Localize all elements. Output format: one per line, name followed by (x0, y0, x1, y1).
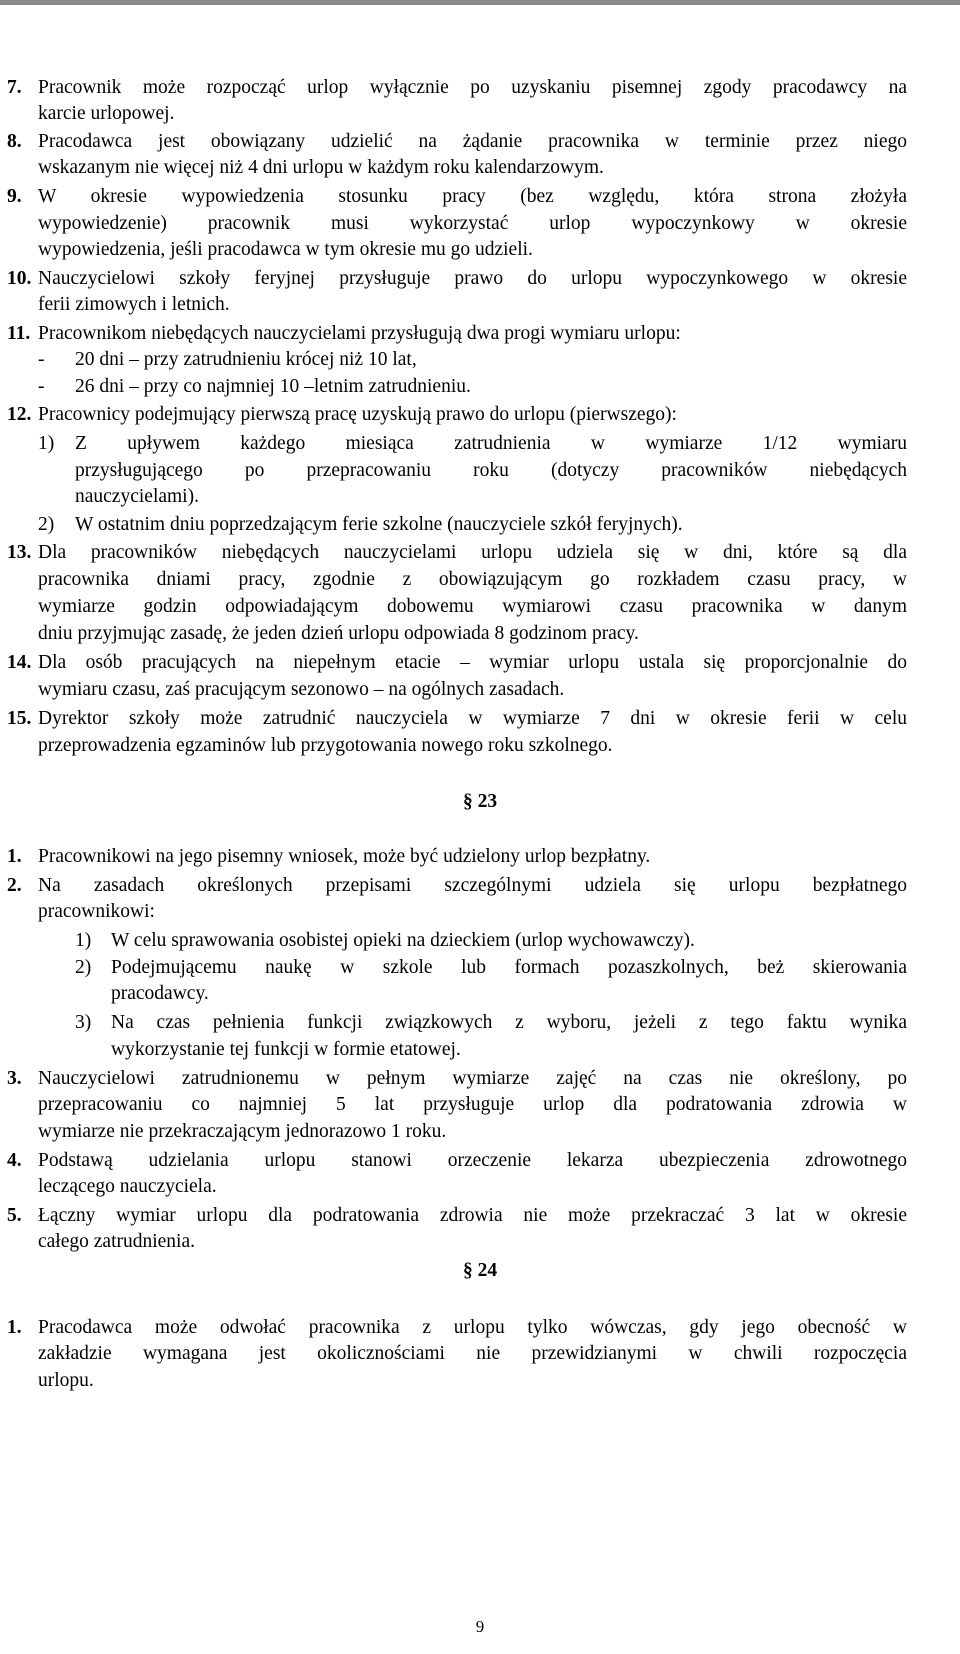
text-line: Dla pracowników niebędących nauczycielami urlopu udziela się w dni, które są dla (38, 542, 907, 563)
text-line: Podstawą udzielania urlopu stanowi orzeczenie lekarza ubezpieczenia zdrowotnego (38, 1150, 907, 1171)
item-number: 4. (7, 1150, 22, 1171)
text-line: Pracodawca może odwołać pracownika z urlopu tylko wówczas, gdy jego obecność w (38, 1317, 907, 1338)
item-number: 3. (7, 1068, 22, 1089)
text-line: urlopu. (38, 1370, 94, 1391)
text-line: zakładzie wymagana jest okolicznościami nie przewidzianymi w chwili rozpoczęcia (38, 1343, 907, 1364)
page-number: 9 (475, 1617, 485, 1636)
text-line: Dyrektor szkoły może zatrudnić nauczyciela w wymiarze 7 dni w okresie ferii w celu (38, 708, 907, 729)
text-line: Łączny wymiar urlopu dla podratowania zdrowia nie może przekraczać 3 lat w okresie (38, 1205, 907, 1226)
text-line: Nauczycielowi zatrudnionemu w pełnym wymiarze zajęć na czas nie określony, po (38, 1068, 907, 1089)
item-number: 13. (7, 542, 32, 563)
text-line: Na czas pełnienia funkcji związkowych z wyboru, jeżeli z tego faktu wynika (111, 1012, 907, 1033)
sub-item-marker: 2) (75, 957, 92, 978)
sub-item-marker: - (38, 349, 45, 370)
section-heading-23: § 23 (462, 791, 498, 812)
text-line: Pracodawca jest obowiązany udzielić na żądanie pracownika w terminie przez niego (38, 131, 907, 152)
text-line: Dla osób pracujących na niepełnym etacie – wymiar urlopu ustala się proporcjonalnie do (38, 652, 907, 673)
text-line: przeprowadzenia egzaminów lub przygotowania nowego roku szkolnego. (38, 735, 613, 756)
item-number: 9. (7, 186, 22, 207)
page-top-border (0, 0, 960, 5)
item-number: 11. (7, 323, 31, 344)
text-line: 20 dni – przy zatrudnieniu krócej niż 10 lat, (75, 349, 417, 370)
text-line: wymiaru czasu, zaś pracującym sezonowo – na ogólnych zasadach. (38, 679, 565, 700)
text-line: przepracowaniu co najmniej 5 lat przysługuje urlop dla podratowania zdrowia w (38, 1094, 907, 1115)
text-line: Pracownikom niebędących nauczycielami przysługują dwa progi wymiaru urlopu: (38, 323, 681, 344)
sub-item-marker: 3) (75, 1012, 92, 1033)
item-number: 12. (7, 404, 32, 425)
text-line: całego zatrudnienia. (38, 1231, 195, 1252)
text-line: Pracownikowi na jego pisemny wniosek, może być udzielony urlop bezpłatny. (38, 846, 651, 867)
text-line: wskazanym nie więcej niż 4 dni urlopu w każdym roku kalendarzowym. (38, 157, 604, 178)
item-number: 2. (7, 875, 22, 896)
sub-item-marker: 1) (38, 433, 55, 454)
item-number: 5. (7, 1205, 22, 1226)
text-line: W ostatnim dniu poprzedzającym ferie szkolne (nauczyciele szkół feryjnych). (75, 514, 683, 535)
text-line: wypowiedzenia, jeśli pracodawca w tym okresie mu go udzieli. (38, 239, 533, 260)
text-line: W celu sprawowania osobistej opieki na dzieckiem (urlop wychowawczy). (111, 930, 695, 951)
item-number: 8. (7, 131, 22, 152)
text-line: przysługującego po przepracowaniu roku (dotyczy pracowników niebędących (75, 460, 907, 481)
text-line: ferii zimowych i letnich. (38, 294, 230, 315)
sub-item-marker: 2) (38, 514, 55, 535)
text-line: wymiarze godzin odpowiadającym dobowemu wymiarowi czasu pracownika w danym (38, 596, 907, 617)
text-line: wykorzystanie tej funkcji w formie etatowej. (111, 1039, 461, 1060)
text-line: karcie urlopowej. (38, 103, 175, 124)
text-line: Nauczycielowi szkoły feryjnej przysługuje prawo do urlopu wypoczynkowego w okresie (38, 268, 907, 289)
item-number: 14. (7, 652, 32, 673)
item-number: 1. (7, 1317, 22, 1338)
text-line: pracodawcy. (111, 983, 209, 1004)
text-line: dniu przyjmując zasadę, że jeden dzień urlopu odpowiada 8 godzinom pracy. (38, 623, 639, 644)
text-line: W okresie wypowiedzenia stosunku pracy (bez względu, która strona złożyła (38, 186, 907, 207)
text-line: pracownika dniami pracy, zgodnie z obowiązującym go rozkładem czasu pracy, w (38, 569, 907, 590)
text-line: nauczycielami). (75, 486, 199, 507)
item-number: 1. (7, 846, 22, 867)
item-number: 10. (7, 268, 32, 289)
text-line: wymiarze nie przekraczającym jednorazowo 1 roku. (38, 1121, 447, 1142)
text-line: Podejmującemu naukę w szkole lub formach pozaszkolnych, beż skierowania (111, 957, 907, 978)
text-line: leczącego nauczyciela. (38, 1176, 217, 1197)
text-line: Na zasadach określonych przepisami szczególnymi udziela się urlopu bezpłatnego (38, 875, 907, 896)
text-line: wypowiedzenie) pracownik musi wykorzystać urlop wypoczynkowy w okresie (38, 213, 907, 234)
section-heading-24: § 24 (462, 1260, 498, 1281)
item-number: 7. (7, 77, 22, 98)
text-line: Pracownik może rozpocząć urlop wyłącznie po uzyskaniu pisemnej zgody pracodawcy na (38, 77, 907, 98)
text-line: pracownikowi: (38, 901, 155, 922)
text-line: Z upływem każdego miesiąca zatrudnienia w wymiarze 1/12 wymiaru (75, 433, 907, 454)
text-line: 26 dni – przy co najmniej 10 –letnim zatrudnieniu. (75, 376, 471, 397)
text-line: Pracownicy podejmujący pierwszą pracę uzyskują prawo do urlopu (pierwszego): (38, 404, 677, 425)
sub-item-marker: 1) (75, 930, 92, 951)
item-number: 15. (7, 708, 32, 729)
sub-item-marker: - (38, 376, 45, 397)
